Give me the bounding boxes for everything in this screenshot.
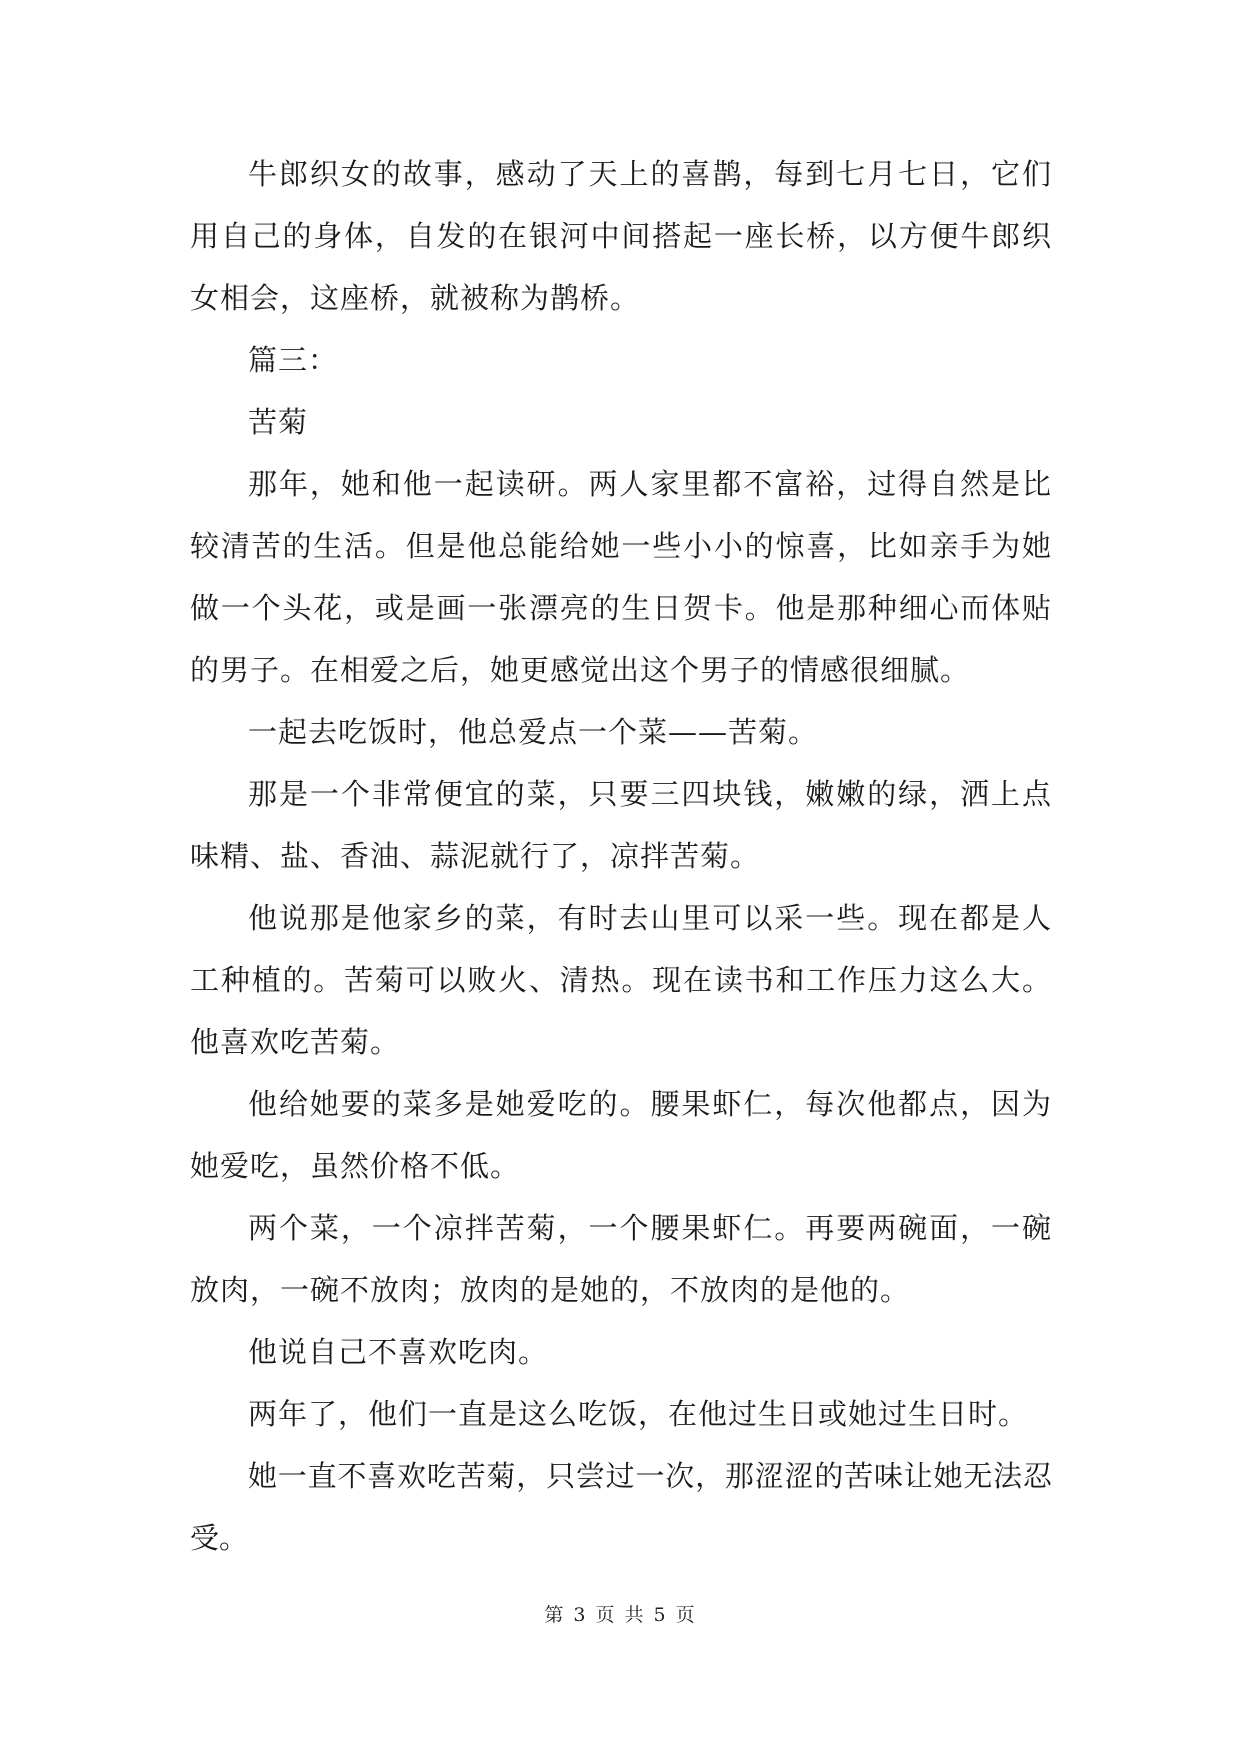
- paragraph: 两年了，他们一直是这么吃饭，在他过生日或她过生日时。: [248, 1397, 1029, 1431]
- paragraph: 她一直不喜欢吃苦菊，只尝过一次，那涩涩的苦味让她无法忍受。: [190, 1459, 1052, 1555]
- paragraph: 他说自己不喜欢吃肉。: [248, 1335, 549, 1369]
- story-title: 苦菊: [248, 405, 309, 439]
- section-label: 篇三：: [248, 343, 339, 377]
- page-number: 第 3 页 共 5 页: [544, 1604, 697, 1626]
- paragraph: 两个菜，一个凉拌苦菊，一个腰果虾仁。再要两碗面，一碗放肉，一碗不放肉；放肉的是她的，不放肉的是他的。: [190, 1211, 1052, 1307]
- paragraph: 那是一个非常便宜的菜，只要三四块钱，嫩嫩的绿，洒上点味精、盐、香油、蒜泥就行了，凉拌苦菊。: [190, 777, 1052, 873]
- document-body: [190, 143, 1052, 1569]
- paragraph-magpie-bridge: 牛郎织女的故事，感动了天上的喜鹊，每到七月七日，它们用自己的身体，自发的在银河中间搭起一座长桥，以方便牛郎织女相会，这座桥，就被称为鹊桥。: [190, 157, 1052, 315]
- paragraph: 一起去吃饭时，他总爱点一个菜——苦菊。: [248, 715, 819, 749]
- paragraph: 那年，她和他一起读研。两人家里都不富裕，过得自然是比较清苦的生活。但是他总能给她一些小小的惊喜，比如亲手为她做一个头花，或是画一张漂亮的生日贺卡。他是那种细心而体贴的男子。在相爱之后，她更感觉出这个男子的情感很细腻。: [190, 467, 1052, 687]
- paragraph: 他给她要的菜多是她爱吃的。腰果虾仁，每次他都点，因为她爱吃，虽然价格不低。: [190, 1087, 1052, 1183]
- paragraph: 他说那是他家乡的菜，有时去山里可以采一些。现在都是人工种植的。苦菊可以败火、清热。现在读书和工作压力这么大。他喜欢吃苦菊。: [190, 901, 1052, 1059]
